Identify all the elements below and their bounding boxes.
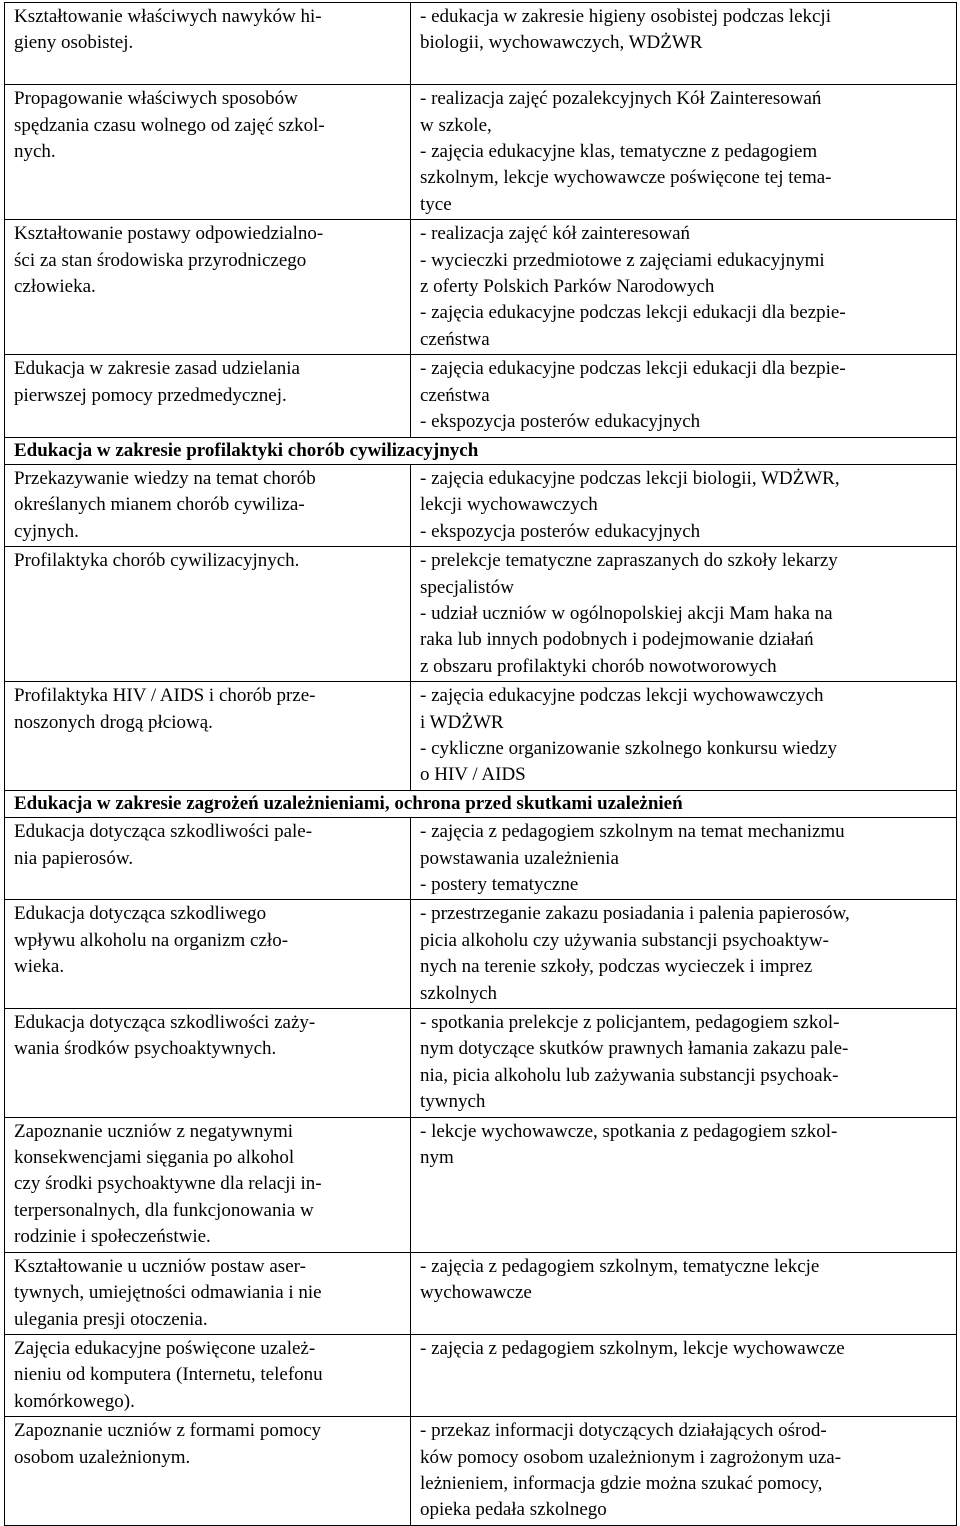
table-row <box>5 355 957 437</box>
text-line: konsekwencjami sięgania po alkohol <box>14 1147 295 1169</box>
task-cell <box>5 1334 411 1416</box>
text-line: raka lub innych podobnych i podejmowanie działań <box>420 629 814 651</box>
text-line: Przekazywanie wiedzy na temat chorób <box>14 467 316 489</box>
activities-cell <box>411 1252 957 1334</box>
text-line: wpływu alkoholu na organizm czło- <box>14 929 289 951</box>
text-line: - zajęcia z pedagogiem szkolnym, tematyczne lekcje <box>420 1255 820 1277</box>
activities-cell <box>411 1117 957 1252</box>
text-line: Edukacja dotycząca szkodliwości zaży- <box>14 1012 316 1034</box>
text-line: Zapoznanie uczniów z negatywnymi <box>14 1120 294 1142</box>
text-line: nieniu od komputera (Internetu, telefonu <box>14 1364 323 1386</box>
task-cell <box>5 818 411 900</box>
text-line: ulegania presji otoczenia. <box>14 1308 208 1330</box>
text-line: ków pomocy osobom uzależnionym i zagrożonym uza- <box>420 1446 842 1468</box>
text-line: tywnych, umiejętności odmawiania i nie <box>14 1282 322 1304</box>
activities-cell <box>411 1009 957 1118</box>
task-cell <box>5 1417 411 1526</box>
text-line: - ekspozycja posterów edukacyjnych <box>420 520 701 542</box>
table-row <box>5 1009 957 1118</box>
text-line: - ekspozycja posterów edukacyjnych <box>420 411 701 433</box>
section-header-row <box>5 437 957 464</box>
table-row <box>5 900 957 1009</box>
text-line: - cykliczne organizowanie szkolnego konkursu wiedzy <box>420 737 837 759</box>
text-line: osobom uzależnionym. <box>14 1446 191 1468</box>
text-line: - postery tematyczne <box>420 874 579 895</box>
task-cell <box>5 682 411 791</box>
program-table <box>4 2 957 1526</box>
activities-cell <box>411 220 957 355</box>
text-line: opieka pedała szkolnego <box>420 1499 607 1521</box>
text-line: leżnieniem, informacja gdzie można szukać pomocy, <box>420 1472 823 1494</box>
task-cell <box>5 3 411 85</box>
text-line: i WDŻWR <box>420 711 504 733</box>
text-line: - zajęcia z pedagogiem szkolnym na temat mechanizmu <box>420 821 845 843</box>
text-line: człowieka. <box>14 276 96 298</box>
section-header-row <box>5 790 957 817</box>
text-line: Kształtowanie postawy odpowiedzialno- <box>14 223 324 245</box>
text-line: nych. <box>14 141 56 163</box>
table-body <box>5 3 957 1526</box>
document-page <box>4 2 957 1526</box>
text-line: - zajęcia edukacyjne klas, tematyczne z pedagogiem <box>420 141 818 163</box>
text-line: Edukacja dotycząca szkodliwego <box>14 903 267 925</box>
task-cell <box>5 547 411 682</box>
activities-cell <box>411 355 957 437</box>
text-line: cyjnych. <box>14 520 79 542</box>
table-row <box>5 220 957 355</box>
text-line: - realizacja zajęć pozalekcyjnych Kół Zainteresowań <box>420 88 822 110</box>
table-row <box>5 85 957 220</box>
table-row <box>5 547 957 682</box>
activities-cell <box>411 682 957 791</box>
text-line: nych na terenie szkoły, podczas wycieczek i imprez <box>420 956 813 978</box>
text-line: Edukacja w zakresie zasad udzielania <box>14 358 300 380</box>
text-line: lekcji wychowawczych <box>420 494 598 516</box>
text-line: - prelekcje tematyczne zapraszanych do szkoły lekarzy <box>420 550 838 572</box>
task-cell <box>5 355 411 437</box>
text-line: - zajęcia z pedagogiem szkolnym, lekcje wychowawcze <box>420 1337 845 1359</box>
text-line: picia alkoholu czy używania substancji psychoaktyw- <box>420 929 829 951</box>
text-line: czeństwa <box>420 328 490 350</box>
text-line: tyce <box>420 193 452 215</box>
activities-cell <box>411 547 957 682</box>
task-cell <box>5 1117 411 1252</box>
table-row <box>5 464 957 546</box>
text-line: - spotkania prelekcje z policjantem, pedagogiem szkol- <box>420 1012 840 1034</box>
text-line: Profilaktyka chorób cywilizacyjnych. <box>14 550 300 572</box>
text-line: specjalistów <box>420 576 514 598</box>
table-row <box>5 3 957 85</box>
text-line: wychowawcze <box>420 1282 532 1304</box>
text-line: noszonych drogą płciową. <box>14 711 213 733</box>
text-line: z oferty Polskich Parków Narodowych <box>420 276 715 298</box>
text-line: - realizacja zajęć kół zainteresowań <box>420 223 691 245</box>
text-line: - udział uczniów w ogólnopolskiej akcji Mam haka na <box>420 602 833 624</box>
text-line: - przestrzeganie zakazu posiadania i palenia papierosów, <box>420 903 850 925</box>
activities-cell <box>411 818 957 900</box>
table-row <box>5 818 957 900</box>
text-line: komórkowego). <box>14 1390 135 1412</box>
task-cell <box>5 464 411 546</box>
task-cell <box>5 220 411 355</box>
text-line: spędzania czasu wolnego od zajęć szkol- <box>14 114 325 136</box>
text-line: o HIV / AIDS <box>420 764 526 786</box>
text-line: Zapoznanie uczniów z formami pomocy <box>14 1420 322 1442</box>
section-title: Edukacja w zakresie zagrożeń uzależnieniami, ochrona przed skutkami uzależnień <box>5 790 957 817</box>
text-line: - zajęcia edukacyjne podczas lekcji edukacji dla bezpie- <box>420 302 846 324</box>
text-line: z obszaru profilaktyki chorób nowotworowych <box>420 655 777 677</box>
text-line: ści za stan środowiska przyrodniczego <box>14 249 307 271</box>
text-line: - lekcje wychowawcze, spotkania z pedagogiem szkol- <box>420 1120 838 1142</box>
text-line: terpersonalnych, dla funkcjonowania w <box>14 1199 314 1221</box>
activities-cell <box>411 1417 957 1526</box>
text-line: Edukacja dotycząca szkodliwości pale- <box>14 821 313 843</box>
text-line: - zajęcia edukacyjne podczas lekcji edukacji dla bezpie- <box>420 358 846 380</box>
text-line: Profilaktyka HIV / AIDS i chorób prze- <box>14 685 316 707</box>
activities-cell <box>411 900 957 1009</box>
text-line: tywnych <box>420 1091 486 1113</box>
table-row <box>5 1117 957 1252</box>
text-line: nia papierosów. <box>14 847 134 869</box>
text-line: gieny osobistej. <box>14 32 134 54</box>
task-cell <box>5 900 411 1009</box>
text-line: Zajęcia edukacyjne poświęcone uzależ- <box>14 1337 316 1359</box>
text-line: - przekaz informacji dotyczących działających ośrod- <box>420 1420 827 1442</box>
activities-cell <box>411 3 957 85</box>
activities-cell <box>411 464 957 546</box>
text-line: - edukacja w zakresie higieny osobistej podczas lekcji <box>420 6 831 27</box>
text-line: - wycieczki przedmiotowe z zajęciami edukacyjnymi <box>420 249 825 271</box>
text-line: wieka. <box>14 956 65 978</box>
task-cell <box>5 1009 411 1118</box>
text-line: pierwszej pomocy przedmedycznej. <box>14 384 287 406</box>
text-line: nym <box>420 1147 454 1169</box>
table-row <box>5 1417 957 1526</box>
section-title: Edukacja w zakresie profilaktyki chorób cywilizacyjnych <box>5 437 957 464</box>
text-line: - zajęcia edukacyjne podczas lekcji wychowawczych <box>420 685 824 707</box>
text-line: czeństwa <box>420 384 490 406</box>
task-cell <box>5 85 411 220</box>
text-line: - zajęcia edukacyjne podczas lekcji biologii, WDŻWR, <box>420 467 840 489</box>
text-line: określanych mianem chorób cywiliza- <box>14 494 305 516</box>
text-line <box>420 57 950 83</box>
text-line: w szkole, <box>420 114 492 136</box>
table-row <box>5 1252 957 1334</box>
text-line: biologii, wychowawczych, WDŻWR <box>420 32 703 54</box>
task-cell <box>5 1252 411 1334</box>
activities-cell <box>411 1334 957 1416</box>
activities-cell <box>411 85 957 220</box>
text-line: szkolnym, lekcje wychowawcze poświęcone tej tema- <box>420 167 832 189</box>
text-line: Kształtowanie u uczniów postaw aser- <box>14 1255 306 1277</box>
text-line: Kształtowanie właściwych nawyków hi- <box>14 6 322 27</box>
table-row <box>5 1334 957 1416</box>
text-line: szkolnych <box>420 982 498 1004</box>
text-line: rodzinie i społeczeństwie. <box>14 1226 211 1248</box>
text-line: nym dotyczące skutków prawnych łamania zakazu pale- <box>420 1038 849 1060</box>
table-row <box>5 682 957 791</box>
text-line: nia, picia alkoholu lub zażywania substancji psychoak- <box>420 1064 839 1086</box>
text-line: wania środków psychoaktywnych. <box>14 1038 277 1060</box>
text-line: powstawania uzależnienia <box>420 847 619 869</box>
text-line: czy środki psychoaktywne dla relacji in- <box>14 1173 322 1195</box>
text-line: Propagowanie właściwych sposobów <box>14 88 298 110</box>
